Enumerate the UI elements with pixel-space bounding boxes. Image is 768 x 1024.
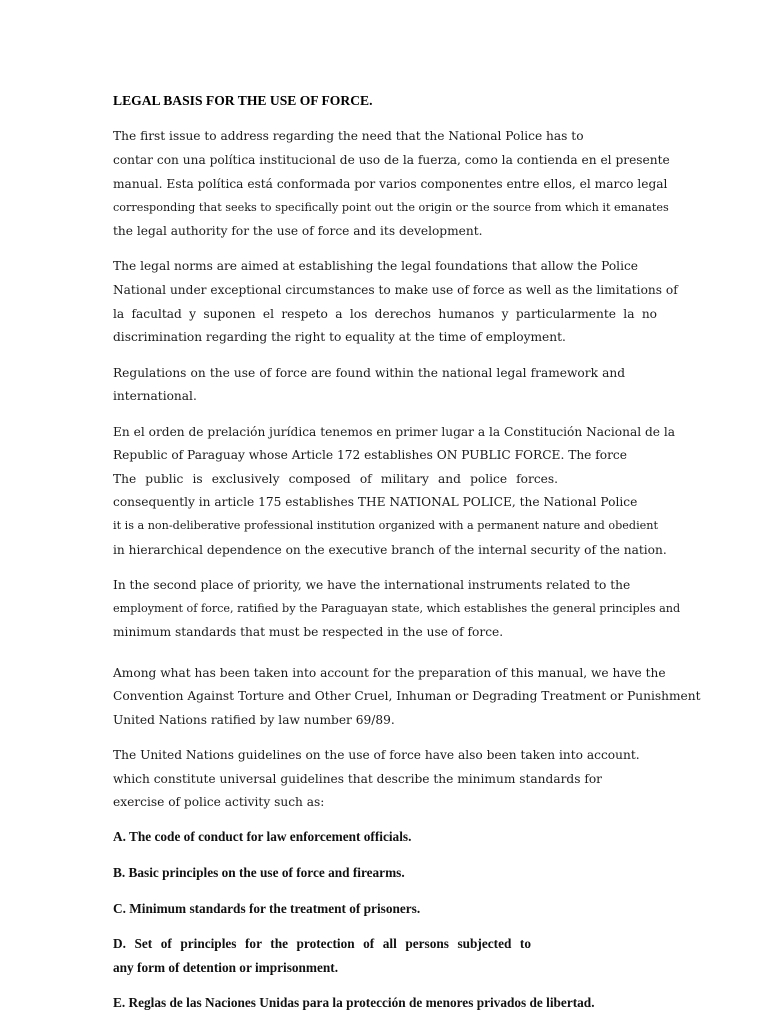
text-line: Republic of Paraguay whose Article 172 establishes ON PUBLIC FORCE. The force: [113, 448, 627, 462]
text-line: corresponding that seeks to specifically point out the origin or the source from which it emanates: [113, 201, 669, 214]
text-line: in hierarchical dependence on the executive branch of the internal security of the nation.: [113, 543, 667, 557]
text-line: discrimination regarding the right to equality at the time of employment.: [113, 330, 566, 344]
text-line: international.: [113, 389, 197, 403]
text-line: National under exceptional circumstances to make use of force as well as the limitations of: [113, 283, 678, 297]
text-line: consequently in article 175 establishes THE NATIONAL POLICE, the National Police: [113, 495, 638, 509]
text-line: United Nations ratified by law number 69/89.: [113, 713, 395, 727]
text-line: Regulations on the use of force are found within the national legal framework and: [113, 366, 625, 380]
text-line: it is a non-deliberative professional institution organized with a permanent nature and obedient: [113, 519, 658, 532]
list-item-continuation: any form of detention or imprisonment.: [113, 960, 339, 975]
list-item: B. Basic principles on the use of force and firearms.: [113, 865, 405, 880]
text-line: The United Nations guidelines on the use of force have also been taken into account.: [113, 748, 640, 762]
list-item: C. Minimum standards for the treatment of prisoners.: [113, 901, 421, 916]
list-item: A. The code of conduct for law enforcement officials.: [113, 829, 412, 844]
text-line: exercise of police activity such as:: [113, 795, 325, 809]
text-line: which constitute universal guidelines that describe the minimum standards for: [113, 772, 603, 786]
document-title: LEGAL BASIS FOR THE USE OF FORCE.: [113, 93, 373, 108]
text-line: the legal authority for the use of force and its development.: [113, 224, 483, 238]
text-line: The legal norms are aimed at establishing the legal foundations that allow the Police: [113, 259, 639, 273]
text-line: employment of force, ratified by the Paraguayan state, which establishes the general principles and: [113, 602, 681, 615]
text-line: En el orden de prelación jurídica tenemos en primer lugar a la Constitución Nacional de la: [113, 425, 676, 439]
text-line: contar con una política institucional de uso de la fuerza, como la contienda en el presente: [113, 153, 670, 167]
text-line: minimum standards that must be respected in the use of force.: [113, 625, 504, 639]
list-item: D. Set of principles for the protection of all persons subjected to: [113, 936, 531, 951]
text-line: In the second place of priority, we have the international instruments related to the: [113, 578, 631, 592]
list-item: E. Reglas de las Naciones Unidas para la protección de menores privados de libertad.: [113, 995, 595, 1010]
text-line: The public is exclusively composed of military and police forces.: [113, 472, 558, 486]
text-line: la facultad y suponen el respeto a los derechos humanos y particularmente la no: [113, 307, 657, 321]
text-line: Among what has been taken into account for the preparation of this manual, we have the: [113, 666, 666, 680]
text-line: Convention Against Torture and Other Cruel, Inhuman or Degrading Treatment or Punishment: [113, 689, 701, 703]
text-line: The first issue to address regarding the need that the National Police has to: [113, 129, 584, 143]
text-line: manual. Esta política está conformada por varios componentes entre ellos, el marco legal: [113, 177, 668, 191]
